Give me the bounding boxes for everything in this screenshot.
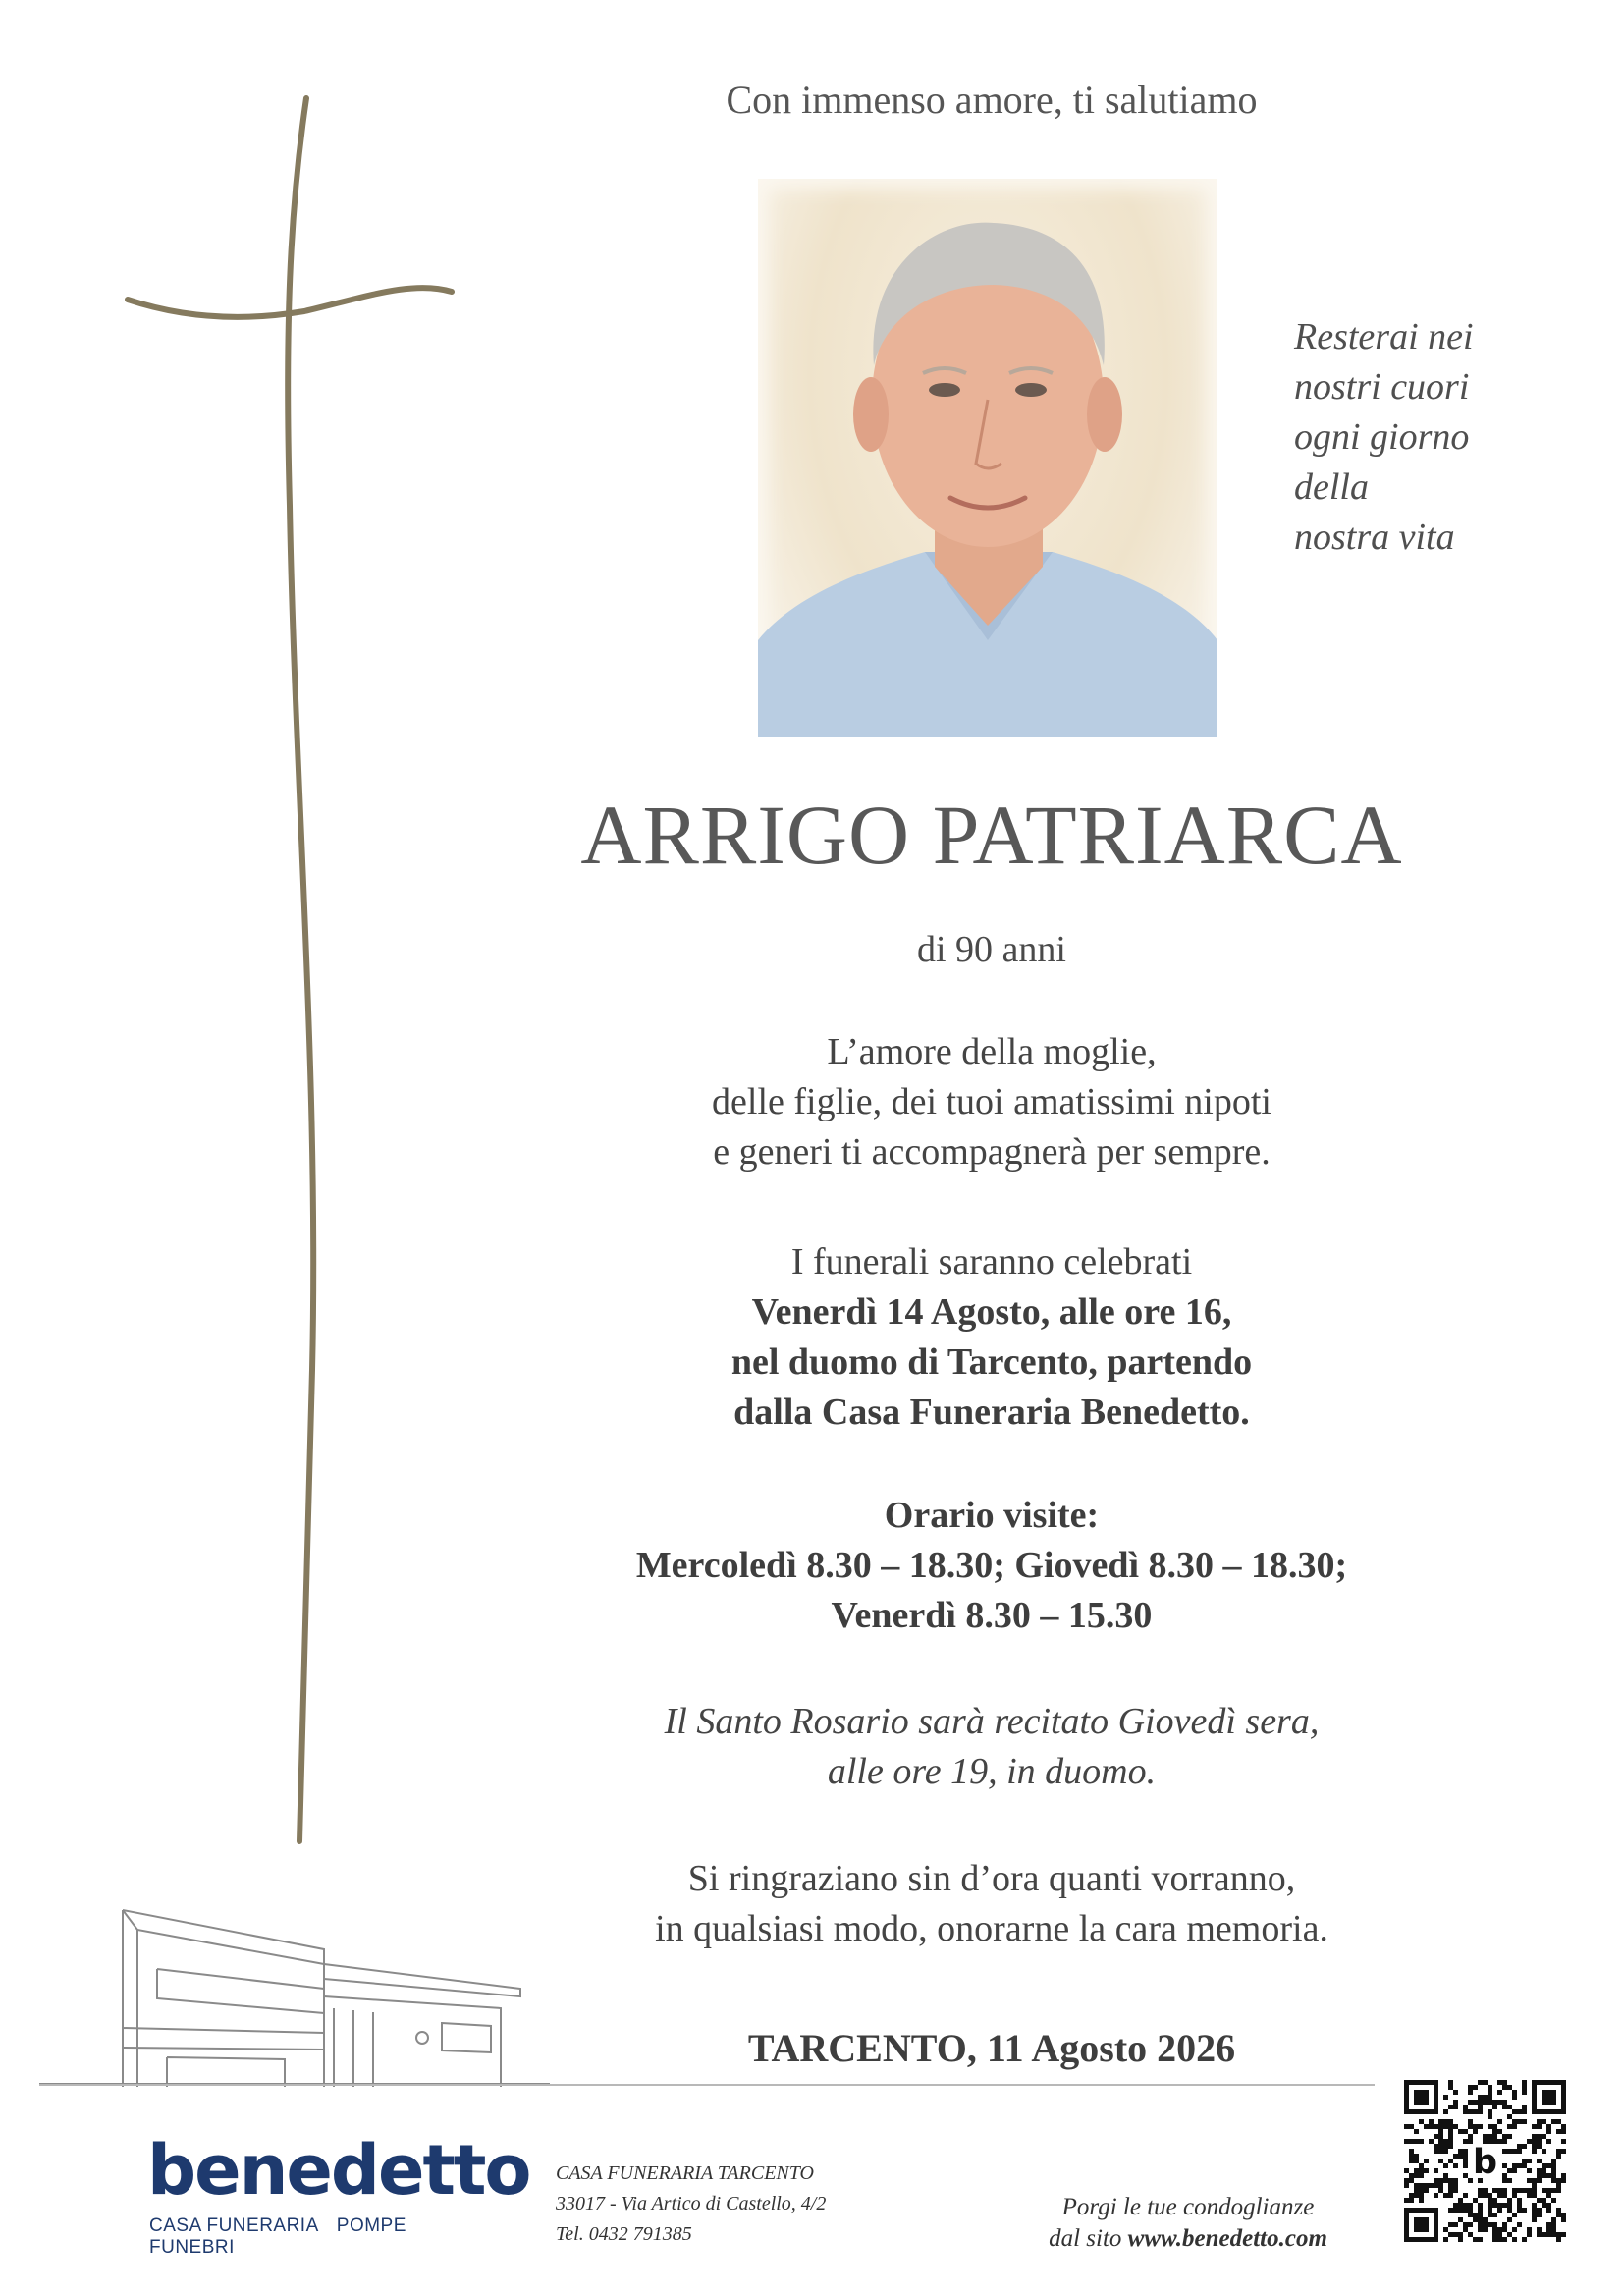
funeral-info bbox=[550, 1237, 1434, 1438]
condolences-note bbox=[982, 2192, 1394, 2255]
quote-line: nostra vita bbox=[1294, 517, 1455, 558]
intro-text: Con immenso amore, ti salutiamo bbox=[726, 78, 1258, 122]
visits-title: Orario visite: bbox=[884, 1495, 1100, 1536]
quote-line: della bbox=[1294, 466, 1369, 508]
quote bbox=[1294, 312, 1589, 563]
family-line: L’amore della moglie, bbox=[827, 1031, 1157, 1072]
svg-text:b: b bbox=[1472, 2143, 1498, 2182]
cross-icon bbox=[118, 93, 471, 1851]
thanks-line: in qualsiasi modo, onorarne la cara memoria. bbox=[655, 1908, 1328, 1949]
tagline-part: POMPE FUNEBRI bbox=[149, 2215, 406, 2258]
age-text: di 90 anni bbox=[917, 929, 1066, 970]
place-date: TARCENTO, 11 Agosto 2026 bbox=[747, 2026, 1236, 2070]
qr-code[interactable] bbox=[1404, 2080, 1566, 2242]
family-line: delle figlie, dei tuoi amatissimi nipoti bbox=[712, 1081, 1271, 1122]
visiting-hours bbox=[511, 1491, 1473, 1641]
brand-logo: benedetto bbox=[147, 2130, 530, 2211]
rosary-info bbox=[550, 1697, 1434, 1797]
funeral-line: nel duomo di Tarcento, partendo bbox=[730, 1341, 1253, 1383]
footer-divider bbox=[39, 2084, 1375, 2086]
building-illustration bbox=[39, 1890, 550, 2111]
office-name: CASA FUNERARIA TARCENTO bbox=[556, 2162, 814, 2184]
family-line: e generi ti accompagnerà per sempre. bbox=[713, 1131, 1271, 1173]
rosary-line: Il Santo Rosario sarà recitato Giovedì sera, bbox=[664, 1701, 1320, 1742]
visits-line: Venerdì 8.30 – 15.30 bbox=[831, 1595, 1153, 1636]
portrait-photo bbox=[758, 179, 1217, 737]
rosary-line: alle ore 19, in duomo. bbox=[827, 1751, 1157, 1792]
site-link[interactable]: www.benedetto.com bbox=[1127, 2225, 1327, 2252]
quote-line: nostri cuori bbox=[1294, 366, 1470, 408]
quote-line: Resterai nei bbox=[1294, 316, 1474, 357]
quote-line: ogni giorno bbox=[1294, 416, 1470, 458]
condolences-text: Porgi le tue condoglianze bbox=[1061, 2194, 1315, 2220]
site-prefix: dal sito bbox=[1049, 2225, 1128, 2252]
brand-tagline bbox=[149, 2215, 483, 2259]
tagline-part: CASA FUNERARIA bbox=[149, 2215, 319, 2236]
thanks-line: Si ringraziano sin d’ora quanti vorranno, bbox=[687, 1858, 1296, 1899]
visits-line: Mercoledì 8.30 – 18.30; Giovedì 8.30 – 18.30; bbox=[635, 1545, 1348, 1586]
deceased-name: ARRIGO PATRIARCA bbox=[580, 788, 1403, 882]
funeral-line: Venerdì 14 Agosto, alle ore 16, bbox=[751, 1291, 1232, 1333]
funeral-intro: I funerali saranno celebrati bbox=[790, 1241, 1193, 1283]
family-message bbox=[550, 1027, 1434, 1177]
funeral-line: dalla Casa Funeraria Benedetto. bbox=[733, 1392, 1250, 1433]
thanks-message bbox=[550, 1854, 1434, 1954]
office-info bbox=[556, 2159, 948, 2250]
office-phone: Tel. 0432 791385 bbox=[556, 2223, 692, 2245]
office-address: 33017 - Via Artico di Castello, 4/2 bbox=[556, 2193, 827, 2214]
